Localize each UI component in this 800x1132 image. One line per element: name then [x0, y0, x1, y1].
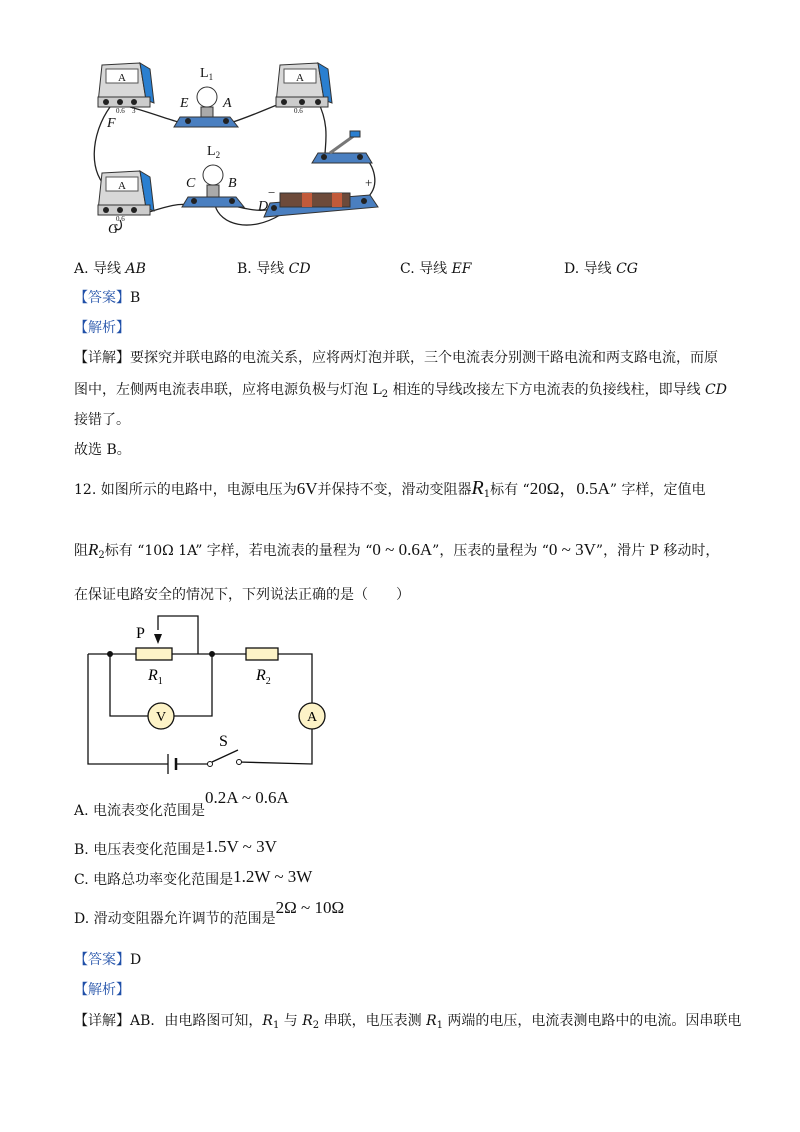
q11-option-c: C. 导线 EF — [400, 261, 472, 277]
q12-option-a: A. 电流表变化范围是0.2A ~ 0.6A — [74, 788, 289, 819]
battery-symbol — [168, 754, 176, 774]
q12-option-c: C. 电路总功率变化范围是1.2W ~ 3W — [74, 867, 313, 888]
meter-scale-1: 0.6 — [116, 107, 125, 115]
slider-arrow — [154, 634, 162, 644]
label-b: B — [228, 176, 237, 191]
circuit-apparatus-figure — [80, 55, 400, 240]
label-v: V — [156, 710, 167, 725]
circuit-schematic-figure — [80, 612, 330, 782]
ammeter-top-left — [98, 63, 154, 107]
q12-answer: 【答案】D — [74, 952, 142, 968]
q11-answer: 【答案】B — [74, 290, 141, 306]
rheostat-r1 — [136, 648, 172, 660]
q11-conclusion: 故选 B。 — [74, 442, 131, 458]
label-r1: $R_1$ — [148, 667, 163, 687]
label-s: S — [219, 733, 228, 750]
q11-analysis-label: 【解析】 — [74, 320, 130, 336]
label-l1: $L_1$ — [200, 66, 214, 82]
label-a: A — [223, 96, 232, 111]
knife-switch — [312, 131, 372, 163]
q11-option-b: B. 导线 CD — [237, 261, 311, 277]
label-g: G — [108, 222, 119, 237]
battery-minus: − — [268, 185, 276, 200]
q11-option-a: A. 导线 AB — [74, 261, 146, 277]
q12-analysis-label: 【解析】 — [74, 982, 130, 998]
ammeter-top-right — [276, 63, 332, 107]
meter-label-1: A — [118, 72, 126, 84]
meter-label-3: A — [118, 180, 126, 192]
q12-detail-line1: 【详解】AB．由电路图可知，$R_1$ 与 $R_2$ 串联，电压表测 $R_1$ 两端的电压，电流表测电路中的电流。因串联电 — [74, 1013, 742, 1031]
q12-option-d: D. 滑动变阻器允许调节的范围是2Ω ~ 10Ω — [74, 898, 345, 927]
q11-detail-line3: 接错了。 — [74, 412, 130, 428]
label-e: E — [180, 96, 189, 111]
meter-scale-1b: 3 — [132, 107, 136, 115]
resistor-r2 — [246, 648, 278, 660]
q11-option-d: D. 导线 CG — [564, 261, 638, 277]
meter-scale-3: 0.6 — [116, 215, 125, 223]
q12-stem-line2: 阻$R_2$标有 “10Ω 1A” 字样，若电流表的量程为 “0 ~ 0.6A”，压表的量程为 “0 ~ 3V”，滑片 P 移动时， — [74, 540, 720, 561]
q12-option-b: B. 电压表变化范围是1.5V ~ 3V — [74, 837, 277, 858]
meter-scale-2: 0.6 — [294, 107, 303, 115]
label-a: A — [307, 710, 318, 725]
q12-stem-line1: 12. 如图所示的电路中，电源电压为6V并保持不变，滑动变阻器$R_1$标有 “20Ω，0.5A” 字样，定值电 — [74, 477, 706, 500]
ammeter-bottom-left — [98, 171, 154, 215]
battery-plus: + — [365, 175, 373, 190]
battery-pack — [264, 193, 378, 217]
label-p: P — [136, 625, 145, 642]
label-f: F — [107, 116, 116, 131]
label-l2: $L_2$ — [207, 144, 221, 160]
label-d: D — [258, 199, 269, 214]
q11-detail-line2: 图中，左侧两电流表串联，应将电源负极与灯泡 $L_2$ 相连的导线改接左下方电流表的负接线柱，即导线 CD — [74, 382, 727, 400]
meter-label-2: A — [296, 72, 304, 84]
label-r2: $R_2$ — [256, 667, 271, 687]
label-c: C — [186, 176, 196, 191]
q12-stem-line3: 在保证电路安全的情况下，下列说法正确的是（ ） — [74, 587, 410, 603]
q11-detail-line1: 【详解】要探究并联电路的电流关系，应将两灯泡并联，三个电流表分别测干路电流和两支路电流，而原 — [74, 350, 718, 366]
